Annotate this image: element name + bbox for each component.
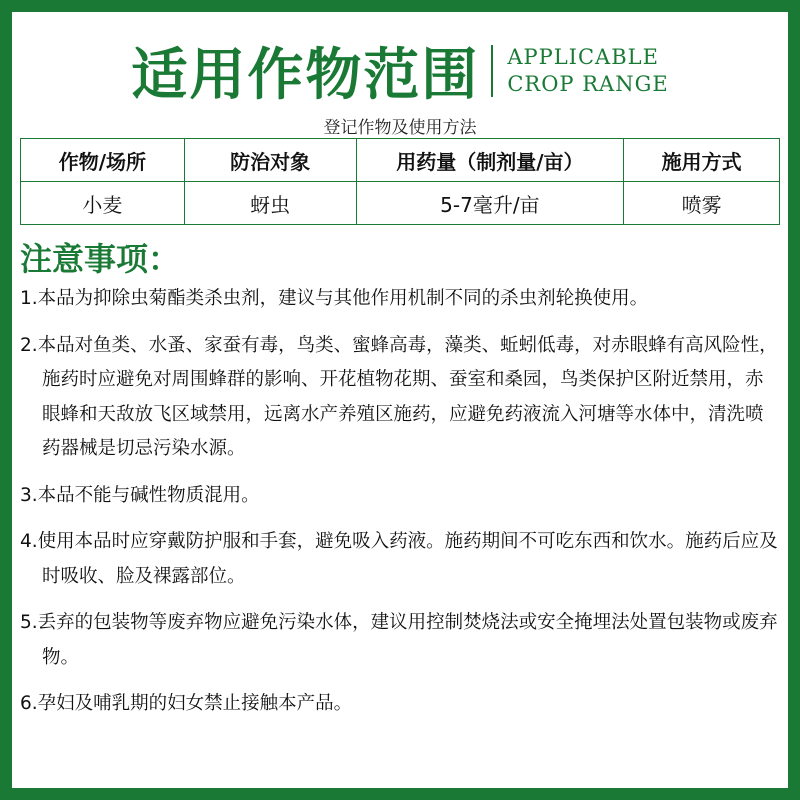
table-row [21,182,780,225]
crop-table [20,138,780,225]
table-header-row [21,139,780,182]
english-title-line1: APPLICABLE [507,45,659,69]
table-cell: 5-7毫升/亩 [356,182,624,225]
english-title-line2: CROP RANGE [507,72,669,96]
page-title: 适用作物范围 [131,43,480,108]
list-item: 3.本品不能与碱性物质混用。 [20,484,260,506]
table-header-cell: 作物/场所 [21,139,185,182]
list-item: 4.使用本品时应穿戴防护服和手套，避免吸入药液。施药期间不可吃东西和饮水。施药后应及时吸收、脸及裸露部位。 [20,531,778,587]
table-cell: 喷雾 [624,182,780,225]
table-header-cell: 施用方式 [624,139,780,182]
table-cell: 小麦 [21,182,185,225]
subtitle: 登记作物及使用方法 [323,118,477,138]
english-title [507,44,668,98]
list-item: 5.丢弃的包装物等废弃物应避免污染水体，建议用控制焚烧法或安全掩埋法处置包装物或废弃物。 [20,612,778,668]
notes-list [20,282,780,734]
title-divider [491,45,493,97]
table-header-cell: 防治对象 [184,139,356,182]
table-header-cell: 用药量（制剂量/亩） [356,139,624,182]
list-item: 1.本品为抑除虫菊酯类杀虫剂，建议与其他作用机制不同的杀虫剂轮换使用。 [20,288,649,309]
list-item: 2.本品对鱼类、水蚤、家蚕有毒，鸟类、蜜蜂高毒，藻类、蚯蚓低毒，对赤眼蜂有高风险性，施药时应避免对周围蜂群的影响、开花植物花期、蚕室和桑园，鸟类保护区附近禁用，赤眼蜂和天敌放飞区域禁用，远离水产养殖区施药，应避免药液流入河塘等水体中，清洗喷药器械是切忌污染水源。 [20,334,778,459]
header [12,30,788,112]
list-item: 6.孕妇及哺乳期的妇女禁止接触本产品。 [20,693,353,714]
table-cell: 蚜虫 [184,182,356,225]
notes-heading: 注意事项： [20,240,181,278]
